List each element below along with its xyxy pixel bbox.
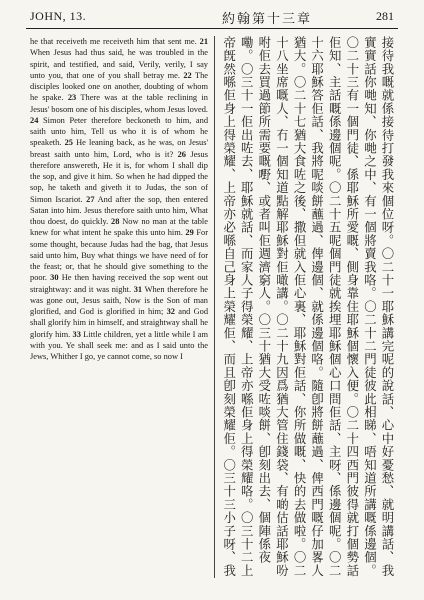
verse-text: The disciples looked one on another, doubting of whom he spake.: [30, 70, 209, 103]
verse-text: Little children, yet a little while I am with you. Ye shall seek me: and as I said unto the Jews, Whither I go, ye cannot come, so now I: [30, 329, 209, 361]
continued-text: he that receiveth me receiveth him that sent me.: [30, 37, 197, 46]
verse-number: 25: [64, 138, 73, 148]
verse-number: 29: [185, 228, 194, 238]
verse-number: 22: [183, 70, 192, 80]
chinese-text-column: [220, 36, 396, 580]
verse-text: When therefore he was gone out, Jesus saith, Now is the Son of man glorified, and God is glorified in him;: [30, 284, 209, 316]
header-rule: [26, 28, 398, 29]
verse-number: 28: [111, 217, 120, 226]
verse-text: Simon Peter therefore beckoneth to him, and saith unto him, Tell us who it is of whom he speaketh.: [30, 115, 209, 148]
verse-number: 27: [86, 194, 95, 204]
verse-text: and God shall glorify him in himself, and straightway shall he glorify him.: [30, 307, 209, 339]
chinese-text: 接待我嘅就係接待打發我來個位呀。〇二十一耶穌講完呢的說話、心中好憂愁、就明講話、我實實話你哋知、你哋之中、有一個將賣我咯。〇二十二門徒彼此相睇、唔知道所講嘅係邊個。〇二十三有一個門徒、係耶穌所愛嘅、側身靠住耶穌個懷入便。〇二十四西門彼得就打個勢話佢知、主話嘅係邊個呢。〇二十五呢個門徒就挨埋耶穌個心口問佢話、主呀、係邊個呢。〇二十六耶穌答佢話、我將呢啖餅蘸過、俾邊個、就係邊個咯。隨卽將餅蘸過、俾西門嘅仔加畧人猶大。〇二十七猶大食咗之後、撒但就入佢心裏、耶穌對佢話、你所做嘅、快的去做啦。〇二十八坐席嘅人、冇一個知道點解耶穌對佢噉講。〇二十九因爲猶大管住錢袋、有啲估話耶穌吩咐佢去買過節所需要嘅嘢、或者叫佢週濟窮人。〇三十猶大受咗啖餅、卽刻出去、個陣係夜嘞。〇三十一佢出咗去、耶穌就話、而家人子得榮耀、上帝亦喺佢身上得榮耀咯。〇三十二上帝旣然喺佢身上得榮耀、上帝亦必喺自己身上榮耀佢、而且卽刻榮耀佢。〇三十三小子呀、我: [221, 36, 395, 578]
verse-number: 33: [72, 329, 81, 339]
verse-number: 24: [30, 115, 39, 125]
verse-number: 23: [67, 93, 77, 103]
verse-text: For some thought, because Judas had the bag, that Jesus said unto him, Buy what things we have need of for the feast; or, that he should give something to the poor.: [30, 228, 208, 283]
chinese-chapter-header: 約翰第十三章: [222, 11, 313, 26]
verse-number: 30: [50, 273, 59, 283]
verse-text: And after the sop, then entered Satan into him. Jesus therefore saith unto him, What thou doest, do quickly.: [30, 194, 208, 226]
book-chapter-header: JOHN, 13.: [30, 9, 87, 23]
verse-text: He leaning back, as he was, on Jesus' breast saith unto him, Lord, who is it?: [30, 138, 209, 159]
english-text-column: [30, 36, 208, 362]
column-divider: [214, 36, 215, 578]
verse-text: He then having received the sop went out straightway: and it was night.: [30, 273, 209, 294]
verse-text: Now no man at the table knew for what intent he spake this unto him.: [30, 217, 208, 238]
page-number: 281: [376, 9, 394, 23]
verse-text: When Jesus had thus said, he was troubled in the spirit, and testified, and said, Verily, verily, I say unto you, that one of you shall betray me.: [30, 48, 208, 80]
verse-text: Jesus therefore answereth, He it is, for whom I shall dip the sop, and give it him. So when he had dipped the sop, he taketh and giveth it to Judas, the son of Simon Iscariot.: [30, 149, 208, 204]
verse-text: There was at the table reclining in Jesus' bosom one of his disciples, whom Jesus loved.: [30, 93, 208, 114]
english-paragraph: [30, 36, 208, 362]
verse-number: 26: [177, 149, 186, 159]
verse-number: 32: [166, 307, 175, 316]
verse-number: 21: [199, 37, 208, 46]
verse-number: 31: [133, 284, 143, 294]
